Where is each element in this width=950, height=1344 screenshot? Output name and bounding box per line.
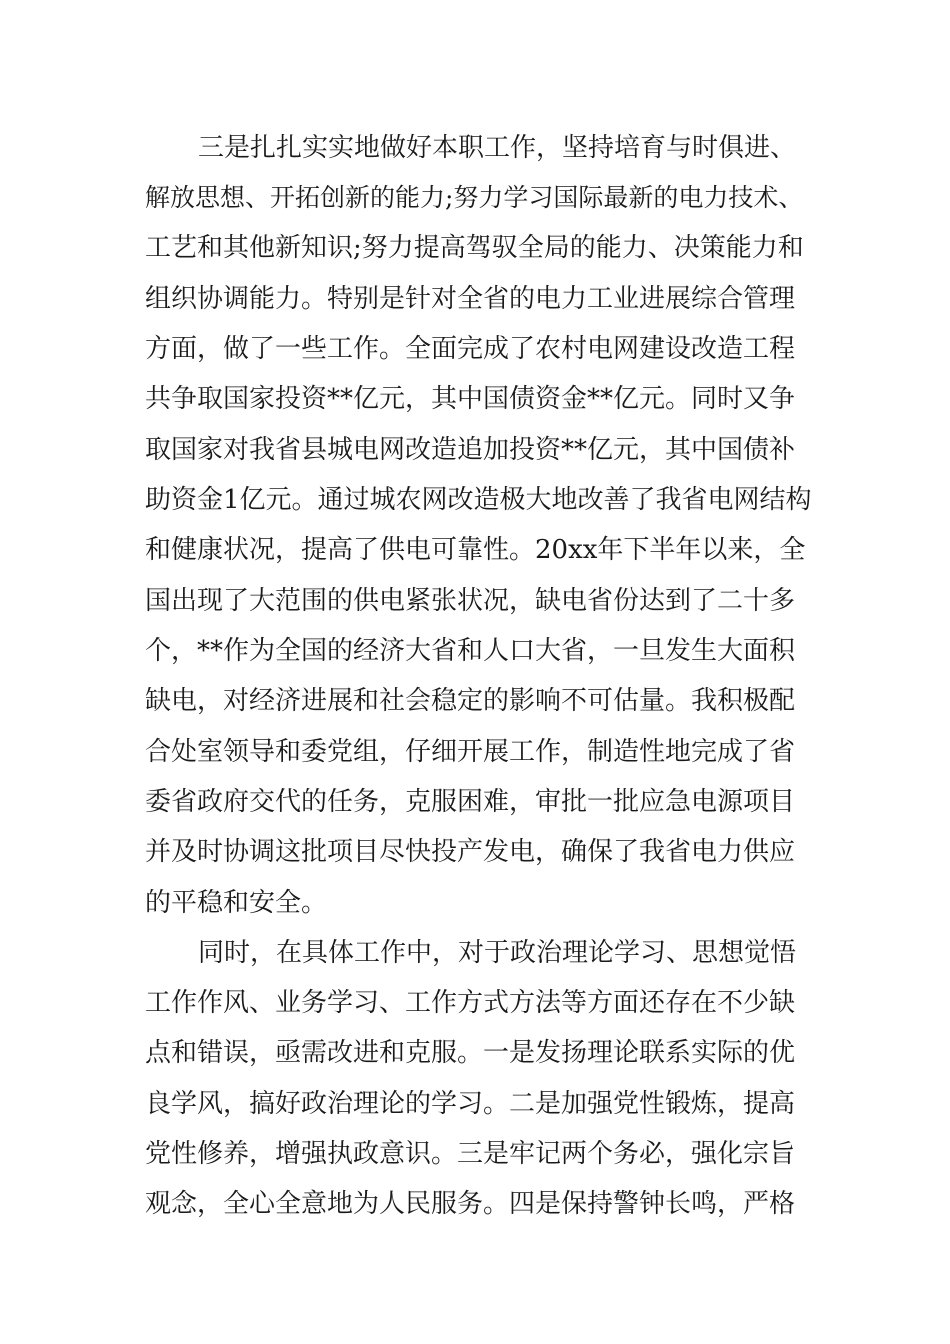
paragraph-1-line-12: 缺电，对经济进展和社会稳定的影响不可估量。我积极配 bbox=[145, 686, 796, 716]
paragraph-1-line-3: 工艺和其他新知识;努力提高驾驭全局的能力、决策能力和 bbox=[145, 233, 804, 263]
paragraph-1-line-9: 和健康状况，提高了供电可靠性。20xx年下半年以来，全 bbox=[145, 535, 806, 565]
paragraph-1-line-11: 个，**作为全国的经济大省和人口大省，一旦发生大面积 bbox=[145, 636, 796, 666]
paragraph-1-line-10: 国出现了大范围的供电紧张状况，缺电省份达到了二十多 bbox=[145, 586, 796, 616]
paragraph-1-line-1: 三是扎扎实实地做好本职工作，坚持培育与时俱进、 bbox=[198, 133, 797, 163]
paragraph-2-line-3: 点和错误，亟需改进和克服。一是发扬理论联系实际的优 bbox=[145, 1038, 796, 1068]
paragraph-1-line-6: 共争取国家投资**亿元，其中国债资金**亿元。同时又争 bbox=[145, 384, 796, 414]
paragraph-2-line-5: 党性修养，增强执政意识。三是牢记两个务必，强化宗旨 bbox=[145, 1139, 796, 1169]
paragraph-1-line-7: 取国家对我省县城电网改造追加投资**亿元，其中国债补 bbox=[145, 435, 796, 465]
paragraph-1-line-16: 的平稳和安全。 bbox=[145, 888, 328, 918]
paragraph-2-line-6: 观念，全心全意地为人民服务。四是保持警钟长鸣，严格 bbox=[145, 1189, 796, 1219]
paragraph-1-line-14: 委省政府交代的任务，克服困难，审批一批应急电源项目 bbox=[145, 787, 796, 817]
paragraph-1-line-2: 解放思想、开拓创新的能力;努力学习国际最新的电力技术、 bbox=[145, 183, 804, 212]
paragraph-1-line-8: 助资金1亿元。通过城农网改造极大地改善了我省电网结构 bbox=[145, 485, 812, 515]
paragraph-2-line-1: 同时，在具体工作中，对于政治理论学习、思想觉悟 bbox=[198, 938, 797, 968]
paragraph-1-line-4: 组织协调能力。特别是针对全省的电力工业进展综合管理 bbox=[145, 284, 796, 314]
paragraph-1-line-15: 并及时协调这批项目尽快投产发电，确保了我省电力供应 bbox=[145, 837, 796, 867]
paragraph-1-line-13: 合处室领导和委党组，仔细开展工作，制造性地完成了省 bbox=[145, 737, 796, 767]
paragraph-1-line-5: 方面，做了一些工作。全面完成了农村电网建设改造工程 bbox=[145, 334, 796, 364]
paragraph-2-line-2: 工作作风、业务学习、工作方式方法等方面还存在不少缺 bbox=[145, 988, 796, 1018]
paragraph-2-line-4: 良学风，搞好政治理论的学习。二是加强党性锻炼，提高 bbox=[145, 1089, 796, 1119]
